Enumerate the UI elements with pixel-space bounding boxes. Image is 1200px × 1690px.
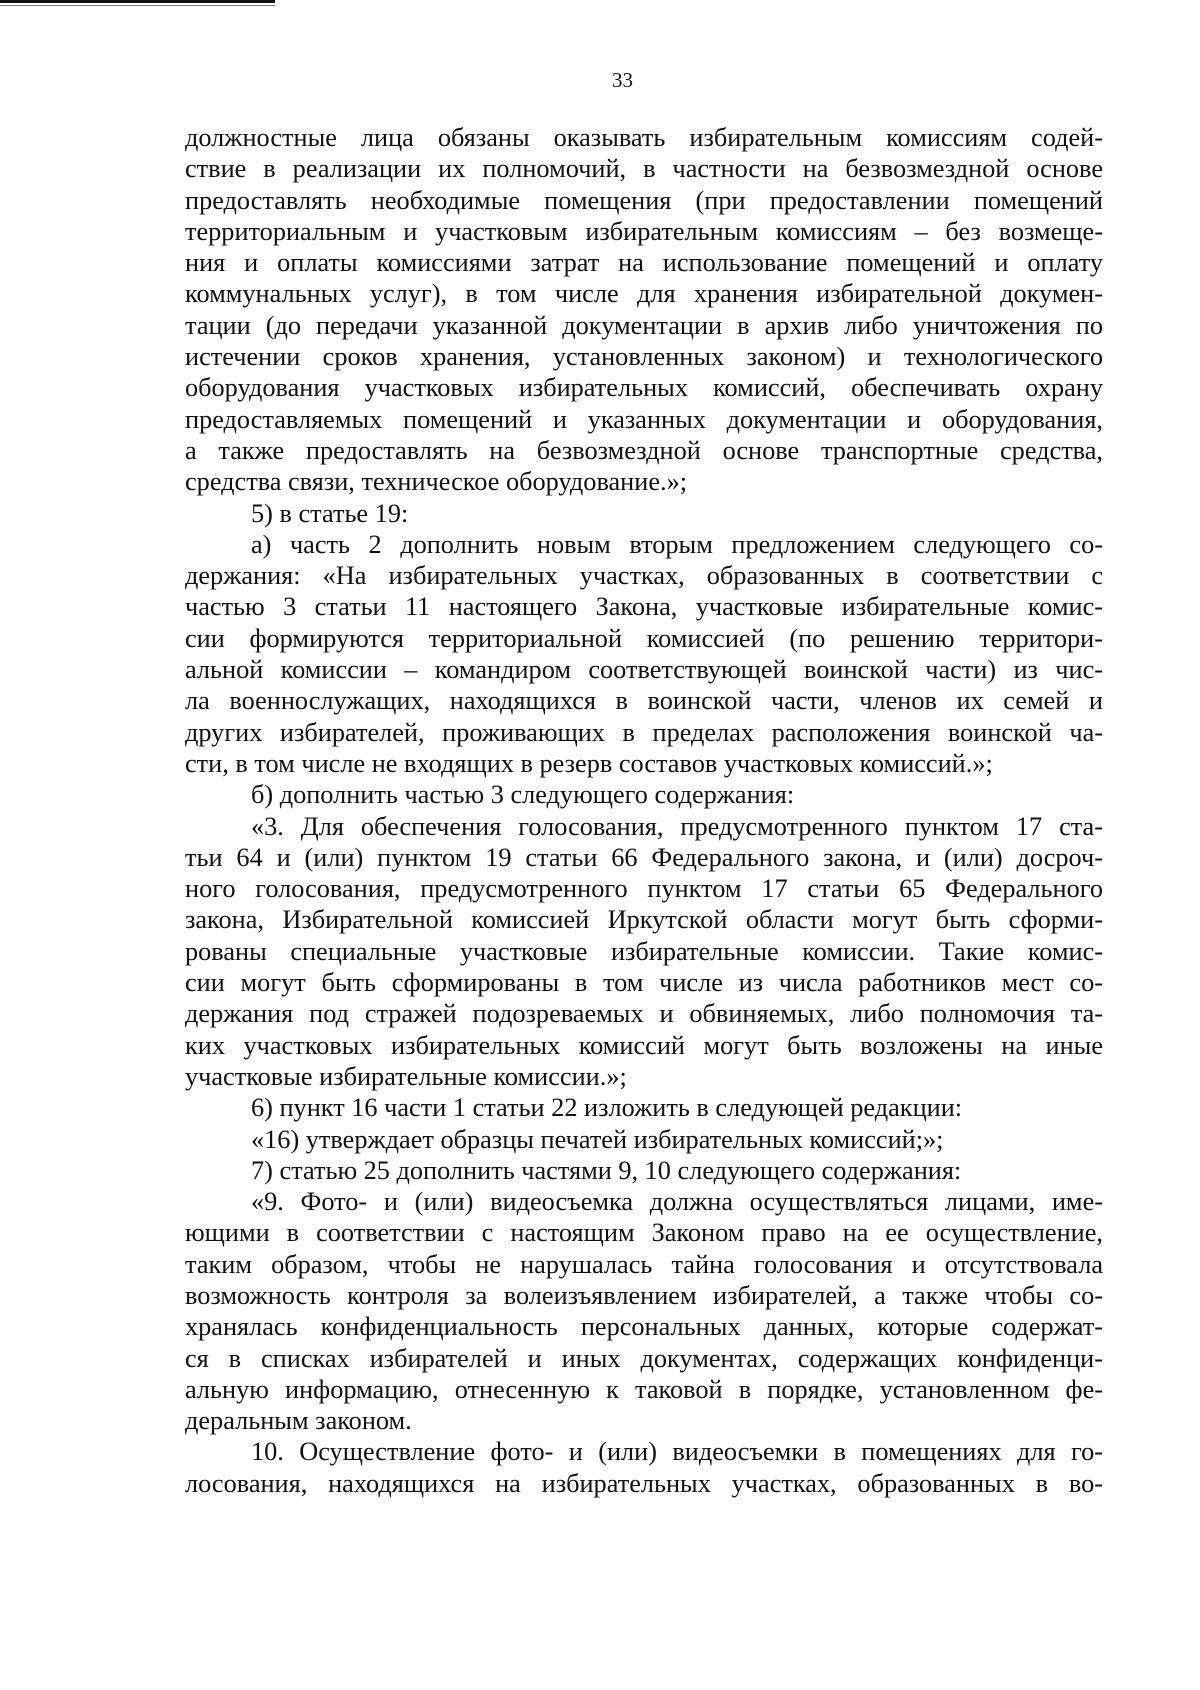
text-line: ствие в реализации их полномочий, в частности на безвозмездной основе (185, 154, 1103, 184)
text-line: частью 3 статьи 11 настоящего Закона, участковые избирательные комис- (185, 592, 1103, 622)
text-line: ного голосования, предусмотренного пунктом 17 статьи 65 Федерального (185, 874, 1103, 904)
text-line: альной комиссии – командиром соответствующей воинской части) из чис- (185, 655, 1103, 685)
text-line: участковые избирательные комиссии.»; (185, 1061, 627, 1091)
text-line: ла военнослужащих, находящихся в воинской части, членов их семей и (185, 686, 1103, 716)
text-line: средства связи, техническое оборудование.»; (185, 467, 688, 497)
text-line: держания под стражей подозреваемых и обвиняемых, либо полномочия та- (185, 999, 1103, 1029)
text-line: 10. Осуществление фото- и (или) видеосъемки в помещениях для го- (251, 1437, 1103, 1467)
text-line: должностные лица обязаны оказывать избирательным комиссиям содей- (185, 123, 1103, 152)
text-line: оборудования участковых избирательных комиссий, обеспечивать охрану (185, 373, 1103, 403)
text-line: коммунальных услуг), в том числе для хранения избирательной докумен- (185, 279, 1103, 309)
text-line: 6) пункт 16 части 1 статьи 22 изложить в следующей редакции: (251, 1093, 963, 1123)
text-line: ся в списках избирателей и иных документах, содержащих конфиденци- (185, 1343, 1103, 1373)
text-line: возможность контроля за волеизъявлением избирателей, а также чтобы со- (185, 1280, 1103, 1310)
text-line: тации (до передачи указанной документации в архив либо уничтожения по (185, 310, 1103, 340)
text-line: сти, в том числе не входящих в резерв составов участковых комиссий.»; (185, 748, 993, 778)
text-line: рованы специальные участковые избирательные комиссии. Такие комис- (185, 936, 1103, 966)
text-line: «16) утверждает образцы печатей избирательных комиссий;»; (251, 1124, 944, 1154)
document-body-text (185, 122, 1103, 1499)
text-line: деральным законом. (185, 1406, 412, 1436)
text-line: тьи 64 и (или) пунктом 19 статьи 66 Федерального закона, и (или) досроч- (185, 842, 1103, 872)
text-line: территориальным и участковым избирательным комиссиям – без возмеще- (185, 216, 1103, 246)
text-line: сии могут быть сформированы в том числе из числа работников мест со- (185, 968, 1103, 998)
top-border-rule-thin (0, 5, 275, 6)
text-line: истечении сроков хранения, установленных законом) и технологического (185, 342, 1103, 372)
text-line: 5) в статье 19: (251, 498, 409, 528)
text-line: ющими в соответствии с настоящим Законом право на ее осуществление, (185, 1218, 1103, 1248)
text-line: других избирателей, проживающих в пределах расположения воинской ча- (185, 717, 1103, 747)
text-line: б) дополнить частью 3 следующего содержания: (251, 780, 795, 810)
text-line: 7) статью 25 дополнить частями 9, 10 следующего содержания: (251, 1155, 962, 1185)
text-line: закона, Избирательной комиссией Иркутской области могут быть сформи- (185, 905, 1103, 935)
text-line: ния и оплаты комиссиями затрат на использование помещений и оплату (185, 248, 1103, 278)
text-line: а также предоставлять на безвозмездной основе транспортные средства, (185, 435, 1103, 465)
text-line: таким образом, чтобы не нарушалась тайна голосования и отсутствовала (185, 1249, 1103, 1279)
text-line: сии формируются территориальной комиссией (по решению территори- (185, 623, 1103, 653)
text-line: а) часть 2 дополнить новым вторым предложением следующего со- (251, 529, 1103, 559)
page-number: 33 (612, 68, 633, 92)
text-line: альную информацию, отнесенную к таковой в порядке, установленном фе- (185, 1374, 1103, 1404)
top-border-rule (0, 0, 275, 3)
text-line: держания: «На избирательных участках, образованных в соответствии с (185, 561, 1103, 591)
text-line: предоставляемых помещений и указанных документации и оборудования, (185, 404, 1103, 434)
text-line: «3. Для обеспечения голосования, предусмотренного пунктом 17 ста- (251, 811, 1103, 841)
text-line: лосования, находящихся на избирательных участках, образованных в во- (185, 1468, 1103, 1498)
text-line: хранялась конфиденциальность персональных данных, которые содержат- (185, 1312, 1103, 1342)
text-line: «9. Фото- и (или) видеосъемка должна осуществляться лицами, име- (251, 1187, 1103, 1217)
text-line: предоставлять необходимые помещения (при предоставлении помещений (185, 185, 1103, 215)
text-line: ких участковых избирательных комиссий могут быть возложены на иные (185, 1030, 1103, 1060)
